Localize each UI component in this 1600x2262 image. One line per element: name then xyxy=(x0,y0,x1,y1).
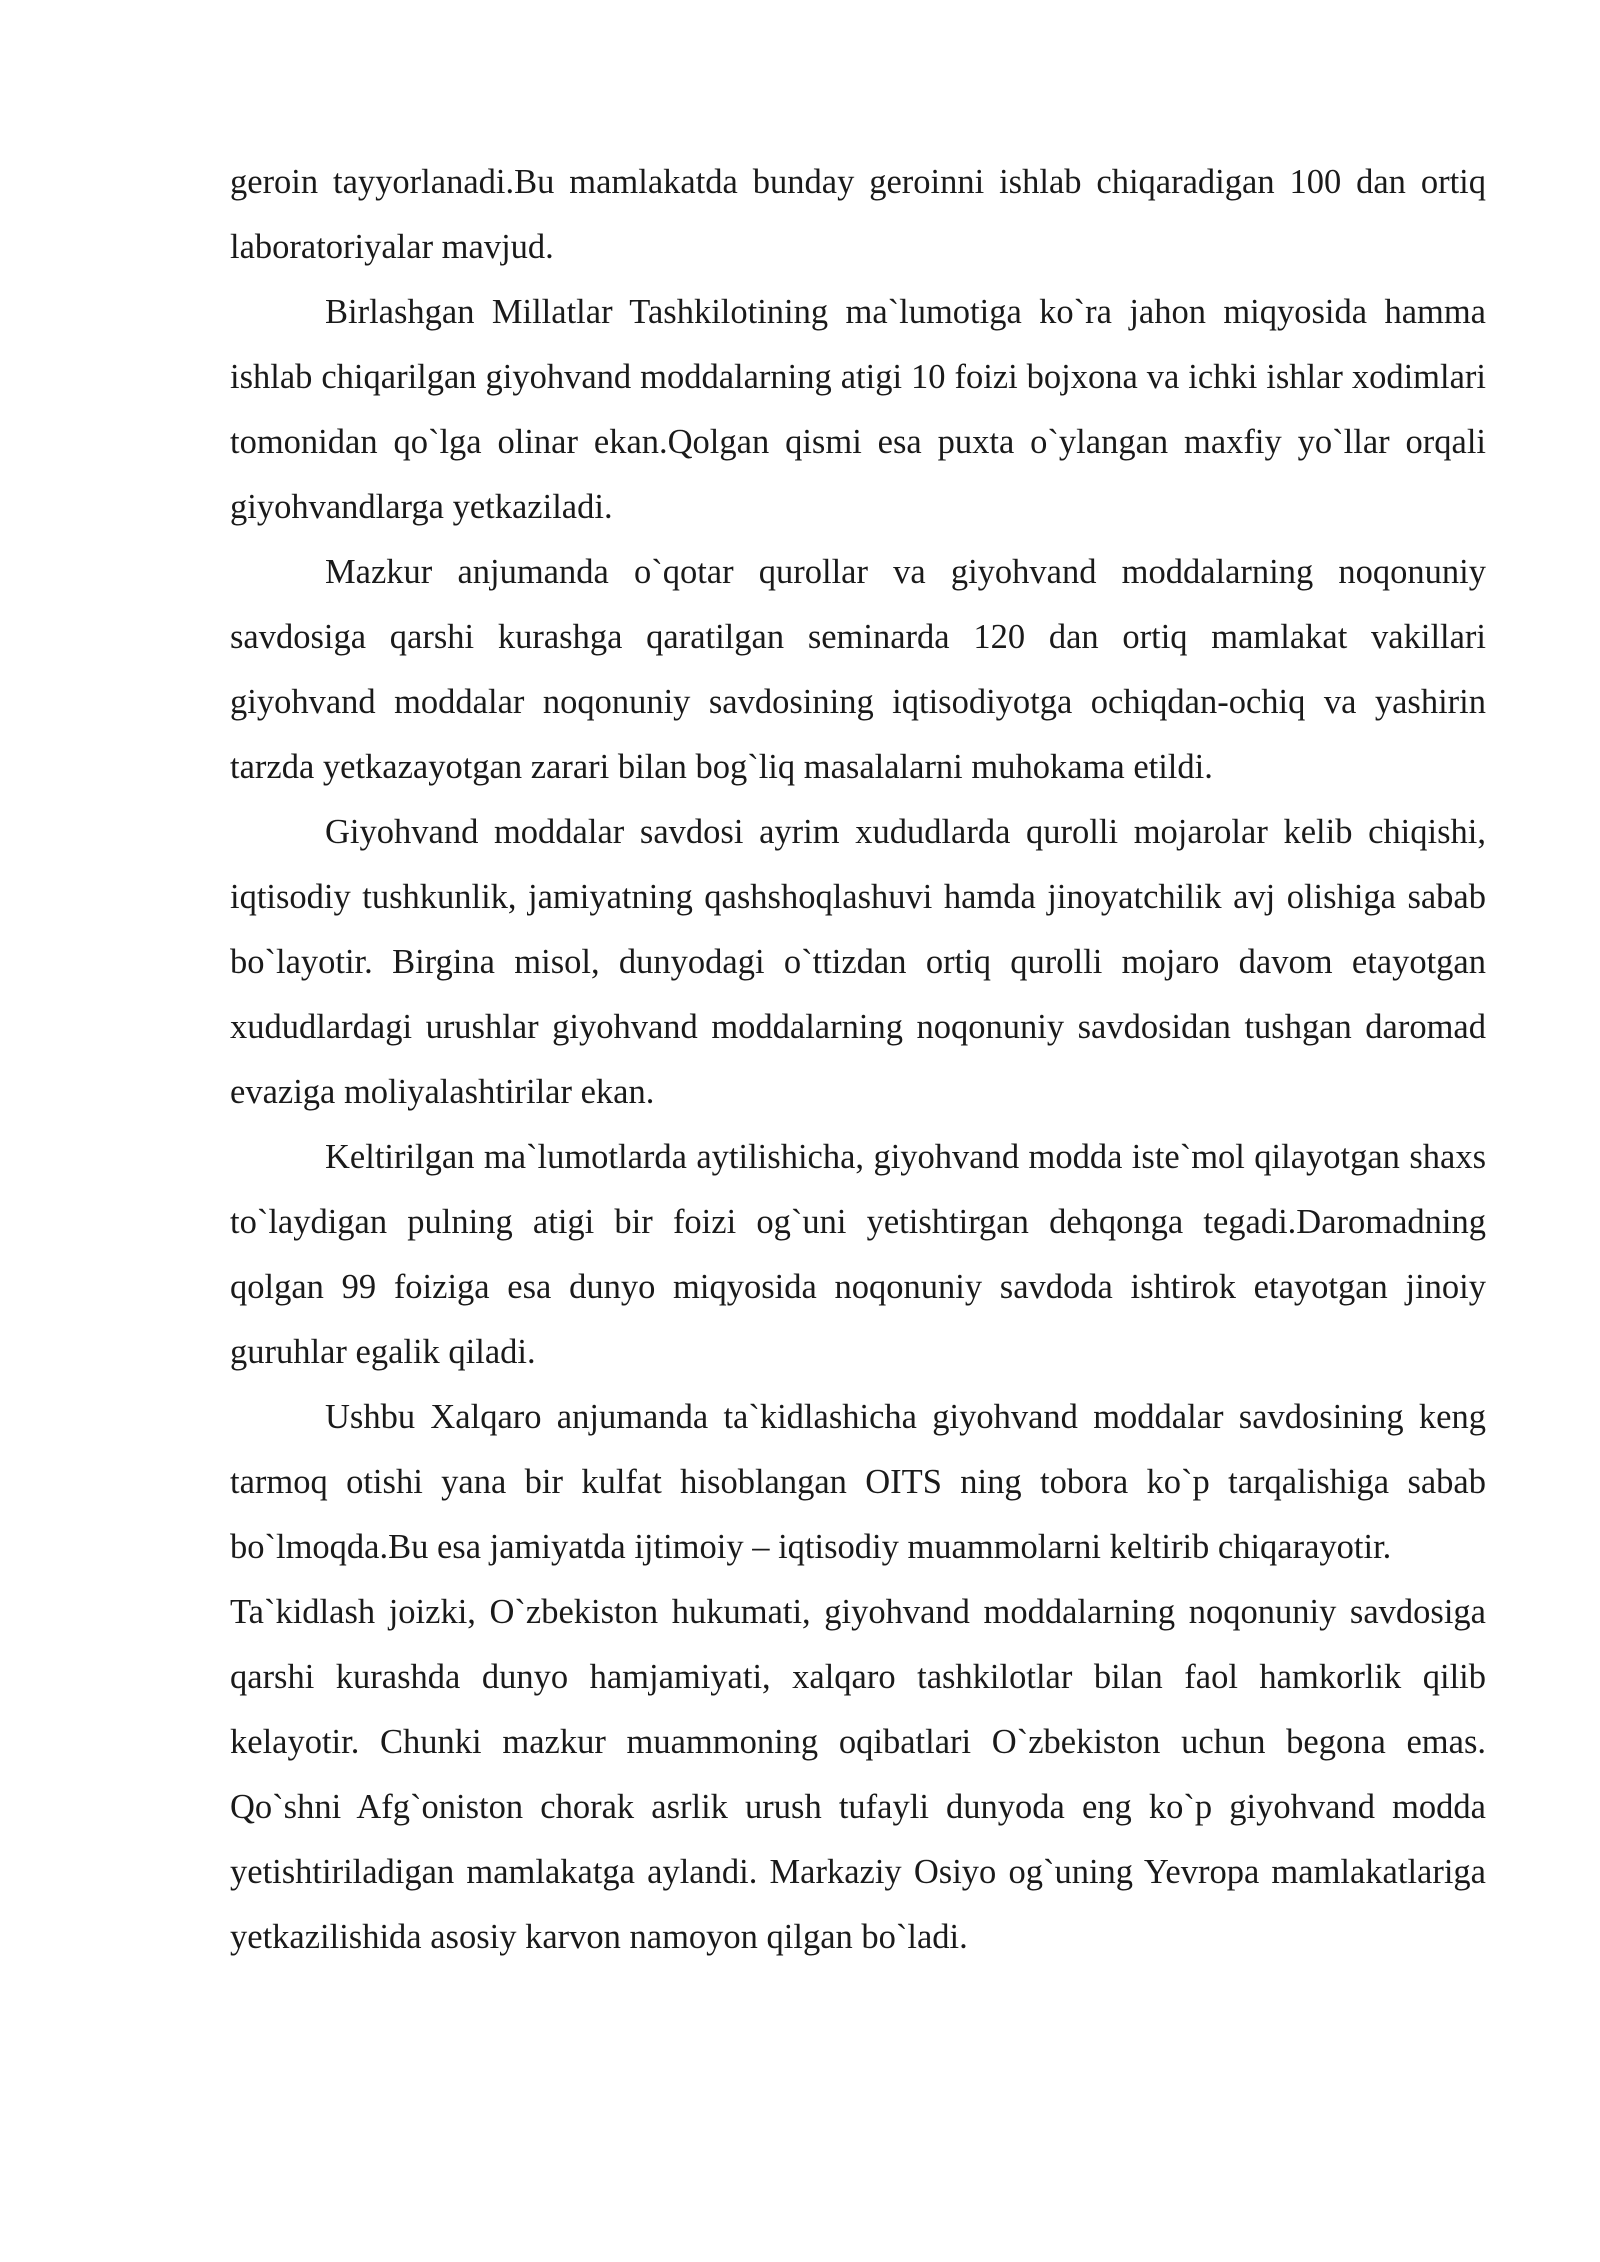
paragraph-5: Keltirilgan ma`lumotlarda aytilishicha, giyohvand modda iste`mol qilayotgan shaxs to`laydigan pulning atigi bir foizi og`uni yetishtirgan dehqonga tegadi.Daromadning qolgan 99 foiziga esa dunyo miqyosida noqonuniy savdoda ishtirok etayotgan jinoiy guruhlar egalik qiladi. xyxy=(230,1138,1486,1371)
paragraph-3: Mazkur anjumanda o`qotar qurollar va giyohvand moddalarning noqonuniy savdosiga qarshi kurashga qaratilgan seminarda 120 dan ortiq mamlakat vakillari giyohvand moddalar noqonuniy savdosining iqtisodiyotga ochiqdan-ochiq va yashirin tarzda yetkazayotgan zarari bilan bog`liq masalalarni muhokama etildi. xyxy=(230,553,1486,786)
paragraph-4: Giyohvand moddalar savdosi ayrim xududlarda qurolli mojarolar kelib chiqishi, iqtisodiy tushkunlik, jamiyatning qashshoqlashuvi hamda jinoyatchilik avj olishiga sabab bo`layotir. Birgina misol, dunyodagi o`ttizdan ortiq qurolli mojaro davom etayotgan xududlardagi urushlar giyohvand moddalarning noqonuniy savdosidan tushgan daromad evaziga moliyalashtirilar ekan. xyxy=(230,813,1486,1111)
paragraph-6: Ushbu Xalqaro anjumanda ta`kidlashicha giyohvand moddalar savdosining keng tarmoq otishi yana bir kulfat hisoblangan OITS ning tobora ko`p tarqalishiga sabab bo`lmoqda.Bu esa jamiyatda ijtimoiy – iqtisodiy muammolarni keltirib chiqarayotir. xyxy=(230,1398,1486,1566)
document-page xyxy=(230,150,1486,1970)
paragraph-7: Ta`kidlash joizki, O`zbekiston hukumati, giyohvand moddalarning noqonuniy savdosiga qarshi kurashda dunyo hamjamiyati, xalqaro tashkilotlar bilan faol hamkorlik qilib kelayotir. Chunki mazkur muammoning oqibatlari O`zbekiston uchun begona emas. Qo`shni Afg`oniston chorak asrlik urush tufayli dunyoda eng ko`p giyohvand modda yetishtiriladigan mamlakatga aylandi. Markaziy Osiyo og`uning Yevropa mamlakatlariga yetkazilishida asosiy karvon namoyon qilgan bo`ladi. xyxy=(230,1593,1486,1956)
paragraph-1: geroin tayyorlanadi.Bu mamlakatda bunday geroinni ishlab chiqaradigan 100 dan ortiq laboratoriyalar mavjud. xyxy=(230,163,1486,266)
paragraph-2: Birlashgan Millatlar Tashkilotining ma`lumotiga ko`ra jahon miqyosida hamma ishlab chiqarilgan giyohvand moddalarning atigi 10 foizi bojxona va ichki ishlar xodimlari tomonidan qo`lga olinar ekan.Qolgan qismi esa puxta o`ylangan maxfiy yo`llar orqali giyohvandlarga yetkaziladi. xyxy=(230,293,1486,526)
